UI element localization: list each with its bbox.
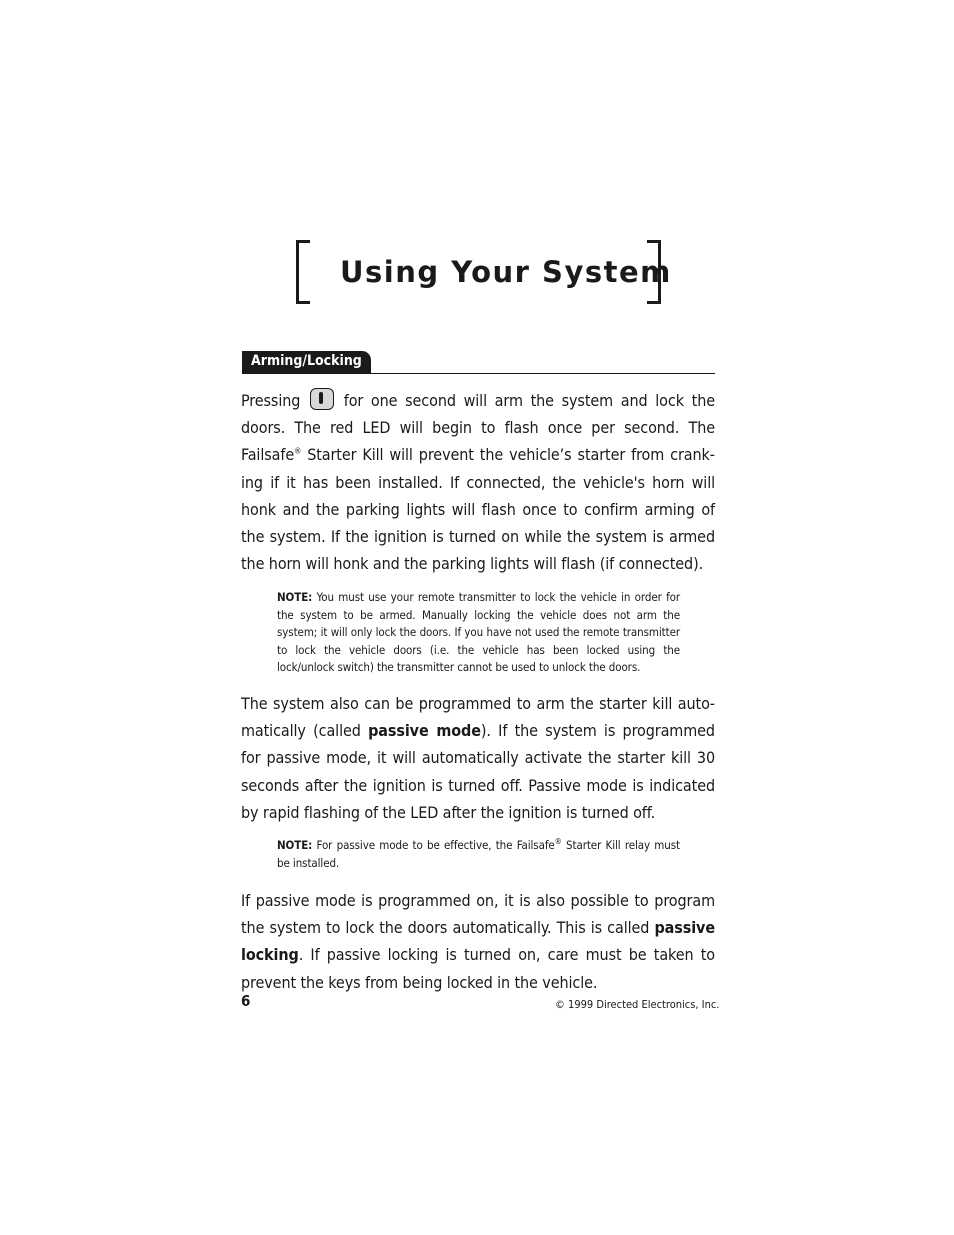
- paragraph-text: Starter Kill will prevent the vehicle’s starter from cranking if it has been installed. If connected, the vehicle's horn will honk and the parking lights will flash once to confirm arming of the system. If the ignition is turned on while the system is armed the horn will honk and the parking lights will flash (if connected).: [241, 445, 715, 574]
- page-title: Using Your System: [340, 255, 672, 289]
- paragraph-passive-locking: [241, 887, 715, 996]
- paragraph-arming: [241, 387, 715, 577]
- registered-mark: ®: [554, 837, 562, 847]
- paragraph-text: . If passive locking is turned on, care must be taken to prevent the keys from being locked in the vehicle.: [241, 945, 715, 992]
- title-bracket-left: [296, 240, 310, 304]
- bold-term: passive mode: [368, 721, 481, 741]
- note-transmitter: [277, 589, 680, 677]
- paragraph-text: for one second will arm the system and lock the doors. The red LED will begin to flash once per second. The Failsafe: [241, 391, 715, 465]
- copyright: © 1999 Directed Electronics, Inc.: [555, 998, 720, 1011]
- paragraph-text: ). If the system is programmed for passive mode, it will automatically activate the starter kill 30 seconds after the ignition is turned off. Passive mode is indicated by rapid flashing of the LED after the ignition is turned off.: [241, 721, 715, 822]
- page-number: 6: [241, 992, 251, 1010]
- remote-lock-button-icon: [310, 388, 334, 410]
- note-text: Starter Kill relay must be installed.: [277, 838, 680, 870]
- paragraph-text: Pressing: [241, 391, 301, 410]
- note-text: You must use your remote transmitter to lock the vehicle in order for the system to be armed. Manually locking the vehicle does not arm the system; it will only lock the doors. If you have not used the remote transmitter to lock the vehicle doors (i.e. the vehicle has been locked using the lock/unlock switch) the transmitter cannot be used to unlock the doors.: [277, 590, 681, 675]
- note-label: NOTE:: [277, 838, 313, 852]
- paragraph-text: If passive mode is programmed on, it is also possible to program the system to lock the doors automatically. This is called: [241, 891, 715, 938]
- registered-mark: ®: [294, 447, 302, 457]
- paragraph-text: The system also can be programmed to arm the starter kill automatically (called: [241, 694, 715, 741]
- section-label: Arming/Locking: [242, 351, 371, 373]
- note-passive-mode: [277, 837, 680, 872]
- note-text: For passive mode to be effective, the Failsafe: [316, 838, 555, 852]
- section-header: [242, 351, 715, 374]
- note-label: NOTE:: [277, 590, 313, 604]
- paragraph-passive-mode: [241, 690, 715, 826]
- bold-term: passive locking: [241, 918, 715, 965]
